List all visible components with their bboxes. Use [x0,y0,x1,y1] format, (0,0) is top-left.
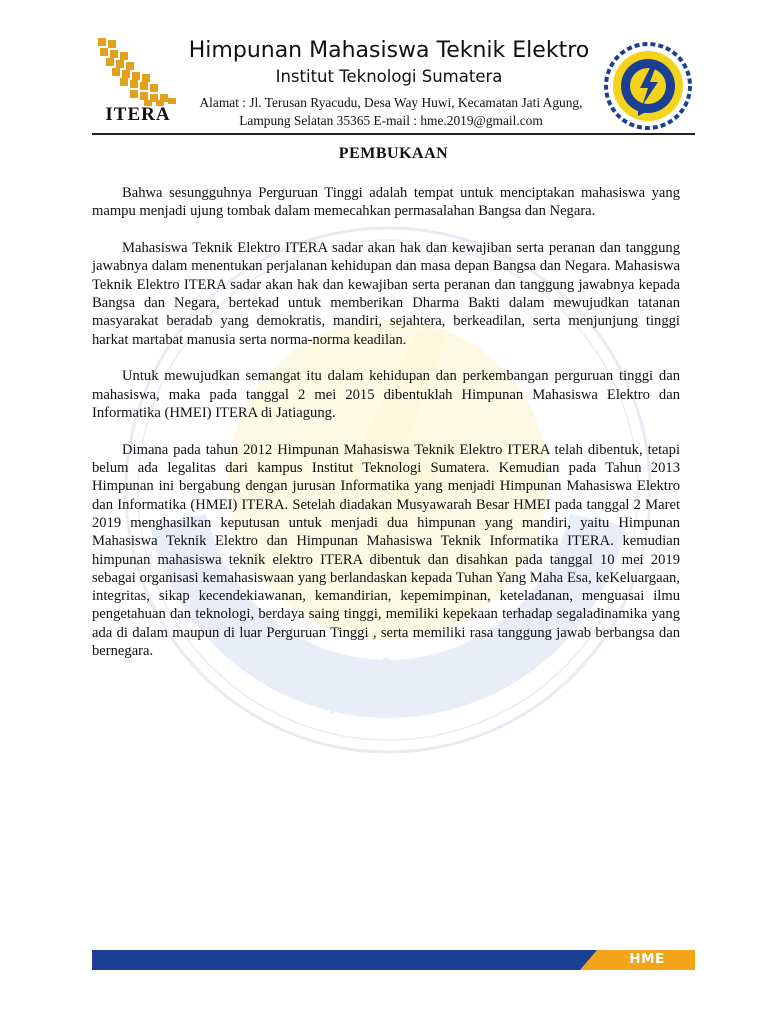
address-block [172,94,610,130]
footer-bar [92,950,695,970]
paragraph: Mahasiswa Teknik Elektro ITERA sadar akan hak dan kewajiban serta peranan dan tanggung jawabnya dalam menentukan perjalanan kehidupan dan masa depan Bangsa dan Negara. Mahasiswa Teknik Elektro ITERA sadar akan hak dan kewajiban serta peranan dan tanggung jawabnya kepada Bangsa dan Negara, bertekad untuk memberikan Dharma Bakti dalam mewujudkan tatanan masyarakat beradab yang demokratis, mandiri, sejahtera, berkeadilan, serta menjunjung tinggi harkat martabat manusia serta norma-norma keadilan. [92,240,680,348]
itera-logo-text: ITERA [105,104,171,125]
document-body [92,184,680,679]
paragraph: Dimana pada tahun 2012 Himpunan Mahasiswa Teknik Elektro ITERA telah dibentuk, tetapi belum ada legalitas dari kampus Institut Teknologi Sumatera. Kemudian pada Tahun 2013 Himpunan ini bergabung dengan jurusan Informatika yang menjadi Himpunan Mahasiswa Elektro dan Informatika (HMEI) ITERA. Setelah diadakan Musyawarah Besar HMEI pada tanggal 2 Maret 2019 menghasilkan keputusan untuk menjadi dua himpunan yang mandiri, yaitu Himpunan Mahasiswa Teknik Elektro dan Himpunan Mahasiswa Teknik Informatika ITERA. kemudian himpunan mahasiswa teknik elektro ITERA dibentuk dan disahkan pada tanggal 10 mei 2019 sebagai organisasi kemahasiswaan yang berlandaskan kepada Tuhan Yang Maha Esa, keKeluargaan, integritas, sikap kecendekiawanan, kemandirian, kepemimpinan, keteladanan, menguasai ilmu pengetahuan dan teknologi, berdaya saing tinggi, memiliki kepekaan terhadap segaladinamika yang ada di dalam maupun di luar Perguruan Tinggi , serta memiliki rasa tanggung jawab berbangsa dan bernegara. [92,441,680,660]
institution-name: Institut Teknologi Sumatera [275,67,503,86]
document-title: PEMBUKAAN [338,145,449,162]
footer-label: HME [629,951,665,967]
address-email-line: Lampung Selatan 35365 E-mail : hme.2019@gmail.com [239,113,543,128]
hme-logo-icon [604,42,692,130]
address-line: Alamat : Jl. Terusan Ryacudu, Desa Way Huwi, Kecamatan Jati Agung, [199,95,583,110]
org-title: Himpunan Mahasiswa Teknik Elektro [188,38,590,63]
paragraph: Bahwa sesungguhnya Perguruan Tinggi adalah tempat untuk menciptakan mahasiswa yang mampu menjadi ujung tombak dalam memecahkan permasalahan Bangsa dan Negara. [92,185,680,220]
paragraph: Untuk mewujudkan semangat itu dalam kehidupan dan perkembangan perguruan tinggi dan mahasiswa, maka pada tanggal 2 mei 2015 dibentuklah Himpunan Mahasiswa Elektro dan Informatika (HMEI) ITERA di Jatiagung. [92,368,680,421]
header-divider [92,133,695,135]
